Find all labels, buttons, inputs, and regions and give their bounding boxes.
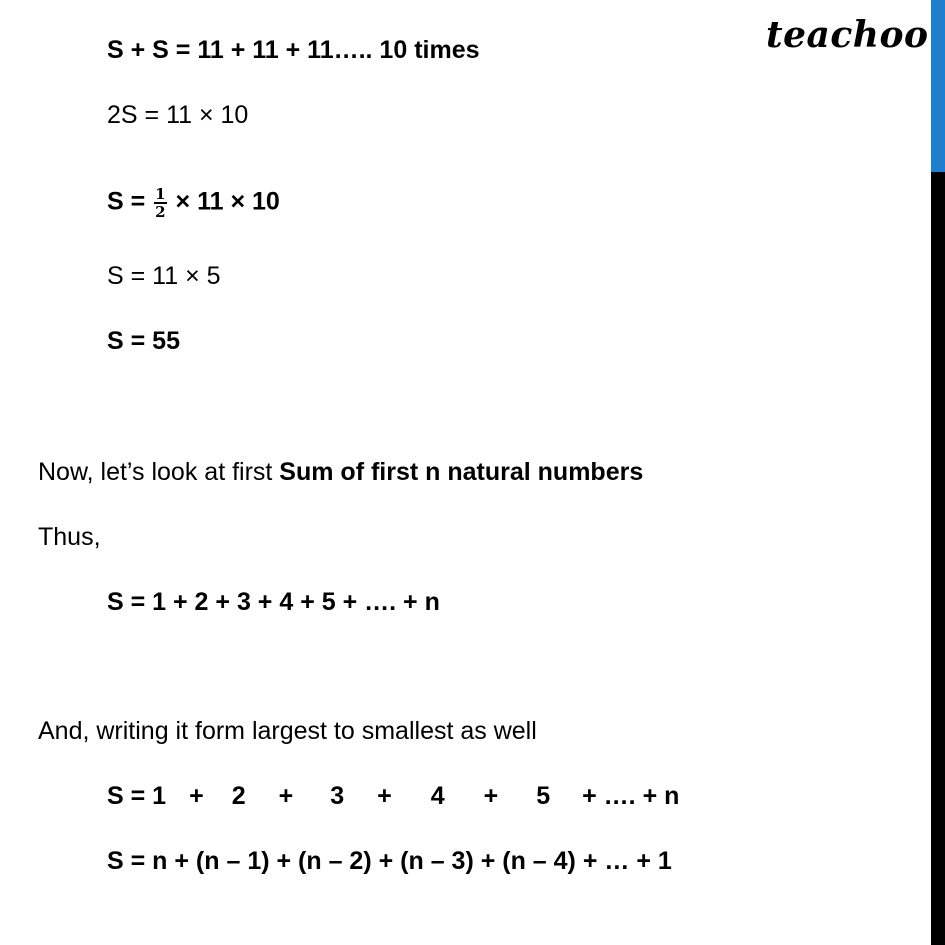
equation-s-half-prefix: S = (107, 187, 153, 216)
term: 5 (536, 782, 551, 810)
teachoo-logo: teachoo (766, 14, 929, 56)
intro-sum-natural-numbers (38, 457, 643, 487)
equation-sum-ascending: S = 1 + 2 + 3 + 4 + 5 + …. + n (107, 588, 440, 616)
term: 3 (330, 782, 345, 810)
reverse-order-text: And, writing it form largest to smallest as well (38, 717, 537, 745)
thus-label: Thus, (38, 523, 101, 551)
equation-s-half (107, 186, 280, 220)
term: + (189, 782, 204, 810)
equation-s-half-suffix: × 11 × 10 (168, 187, 280, 216)
equation-aligned-ascending (107, 781, 679, 811)
equation-aligned-descending: S = n + (n – 1) + (n – 2) + (n – 3) + (n – 4) + … + 1 (107, 847, 672, 875)
term: 4 (430, 782, 445, 810)
term: + (278, 782, 294, 810)
term: + (483, 782, 499, 810)
term: + (377, 782, 392, 810)
fraction-denominator: 2 (155, 203, 166, 221)
fraction-one-half (154, 186, 166, 220)
term: S = 1 (107, 782, 167, 810)
equation-s-55: S = 55 (107, 327, 180, 355)
intro-bold-text: Sum of first n natural numbers (279, 458, 644, 486)
term: + …. + n (582, 782, 680, 810)
sidebar-accent-strip (931, 0, 945, 172)
equation-s-11x5: S = 11 × 5 (107, 262, 221, 290)
fraction-numerator: 1 (155, 185, 166, 203)
term: 2 (231, 782, 246, 810)
equation-2s: 2S = 11 × 10 (107, 101, 249, 129)
equation-s-plus-s: S + S = 11 + 11 + 11….. 10 times (107, 36, 480, 64)
intro-text: Now, let’s look at first (38, 458, 280, 486)
